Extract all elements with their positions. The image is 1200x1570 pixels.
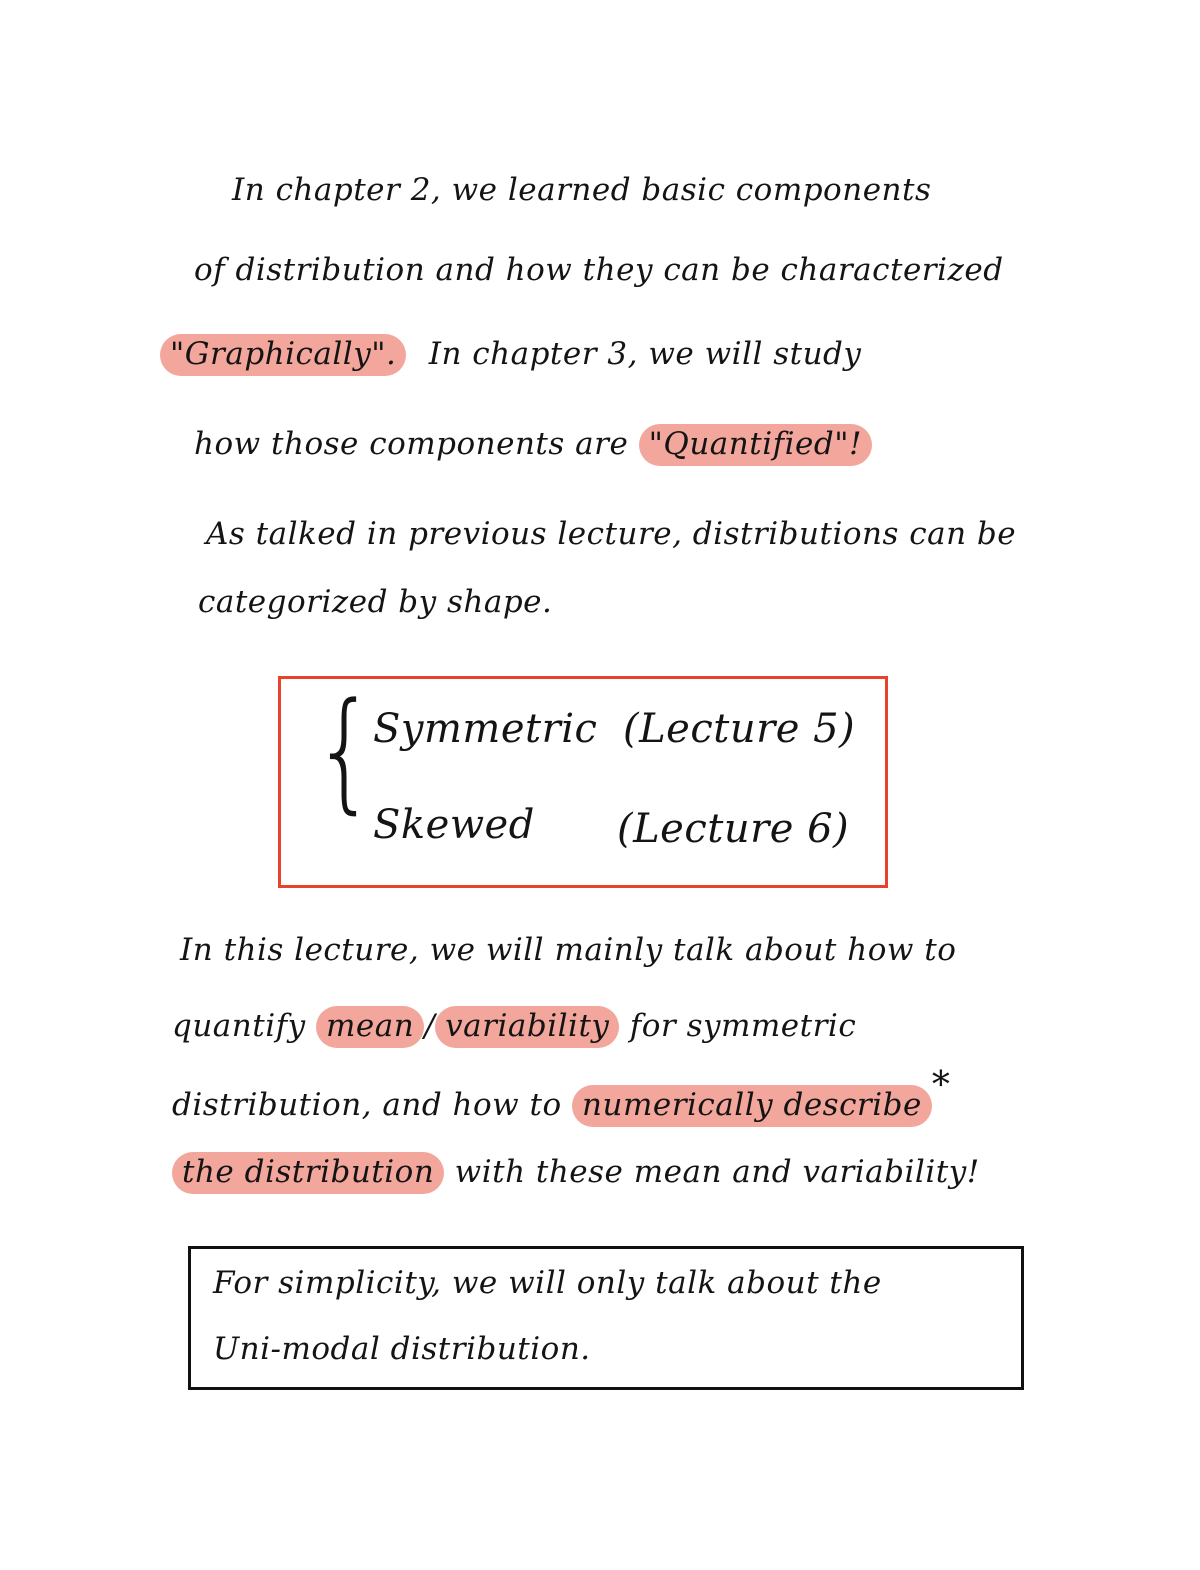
shape-symmetric: Symmetric xyxy=(373,706,598,752)
para3-line3 xyxy=(172,1065,951,1127)
para1-line1: In chapter 2, we learned basic components xyxy=(232,172,932,208)
para1-line4-text: how those components are xyxy=(194,426,629,462)
shape-categories-box xyxy=(278,676,888,888)
para2-line1: As talked in previous lecture, distributions can be xyxy=(206,516,1017,552)
para3-line2-text1: quantify xyxy=(172,1008,306,1044)
highlight-numerically-describe: numerically describe xyxy=(572,1085,932,1127)
para1-line2: of distribution and how they can be characterized xyxy=(194,252,1004,288)
para3-line2 xyxy=(172,1004,856,1048)
para1-line3-rest: In chapter 3, we will study xyxy=(428,336,862,372)
highlight-the-distribution: the distribution xyxy=(172,1152,444,1194)
star-icon: * xyxy=(931,1065,951,1106)
shape-symmetric-lecture: (Lecture 5) xyxy=(623,706,856,752)
shape-skewed-lecture: (Lecture 6) xyxy=(617,806,850,852)
note-line2: Uni-modal distribution. xyxy=(213,1331,591,1367)
highlight-graphically: "Graphically". xyxy=(160,334,406,376)
para3-line4-text: with these mean and variability! xyxy=(454,1154,980,1190)
highlight-mean: mean xyxy=(316,1006,424,1048)
para2-line2: categorized by shape. xyxy=(198,584,553,620)
note-box xyxy=(188,1246,1024,1390)
para1-line3 xyxy=(160,332,861,376)
slash-separator: / xyxy=(424,1008,436,1044)
para3-line1: In this lecture, we will mainly talk about how to xyxy=(180,932,957,968)
highlight-quantified: "Quantified"! xyxy=(639,424,872,466)
highlight-variability: variability xyxy=(435,1006,619,1048)
shape-skewed: Skewed xyxy=(373,802,535,848)
para3-line3-text: distribution, and how to xyxy=(172,1087,562,1123)
note-line1: For simplicity, we will only talk about the xyxy=(213,1265,882,1301)
para1-line4 xyxy=(194,422,872,466)
para3-line2-text2: for symmetric xyxy=(629,1008,857,1044)
para3-line4 xyxy=(172,1150,980,1194)
curly-brace-icon: { xyxy=(313,674,377,827)
